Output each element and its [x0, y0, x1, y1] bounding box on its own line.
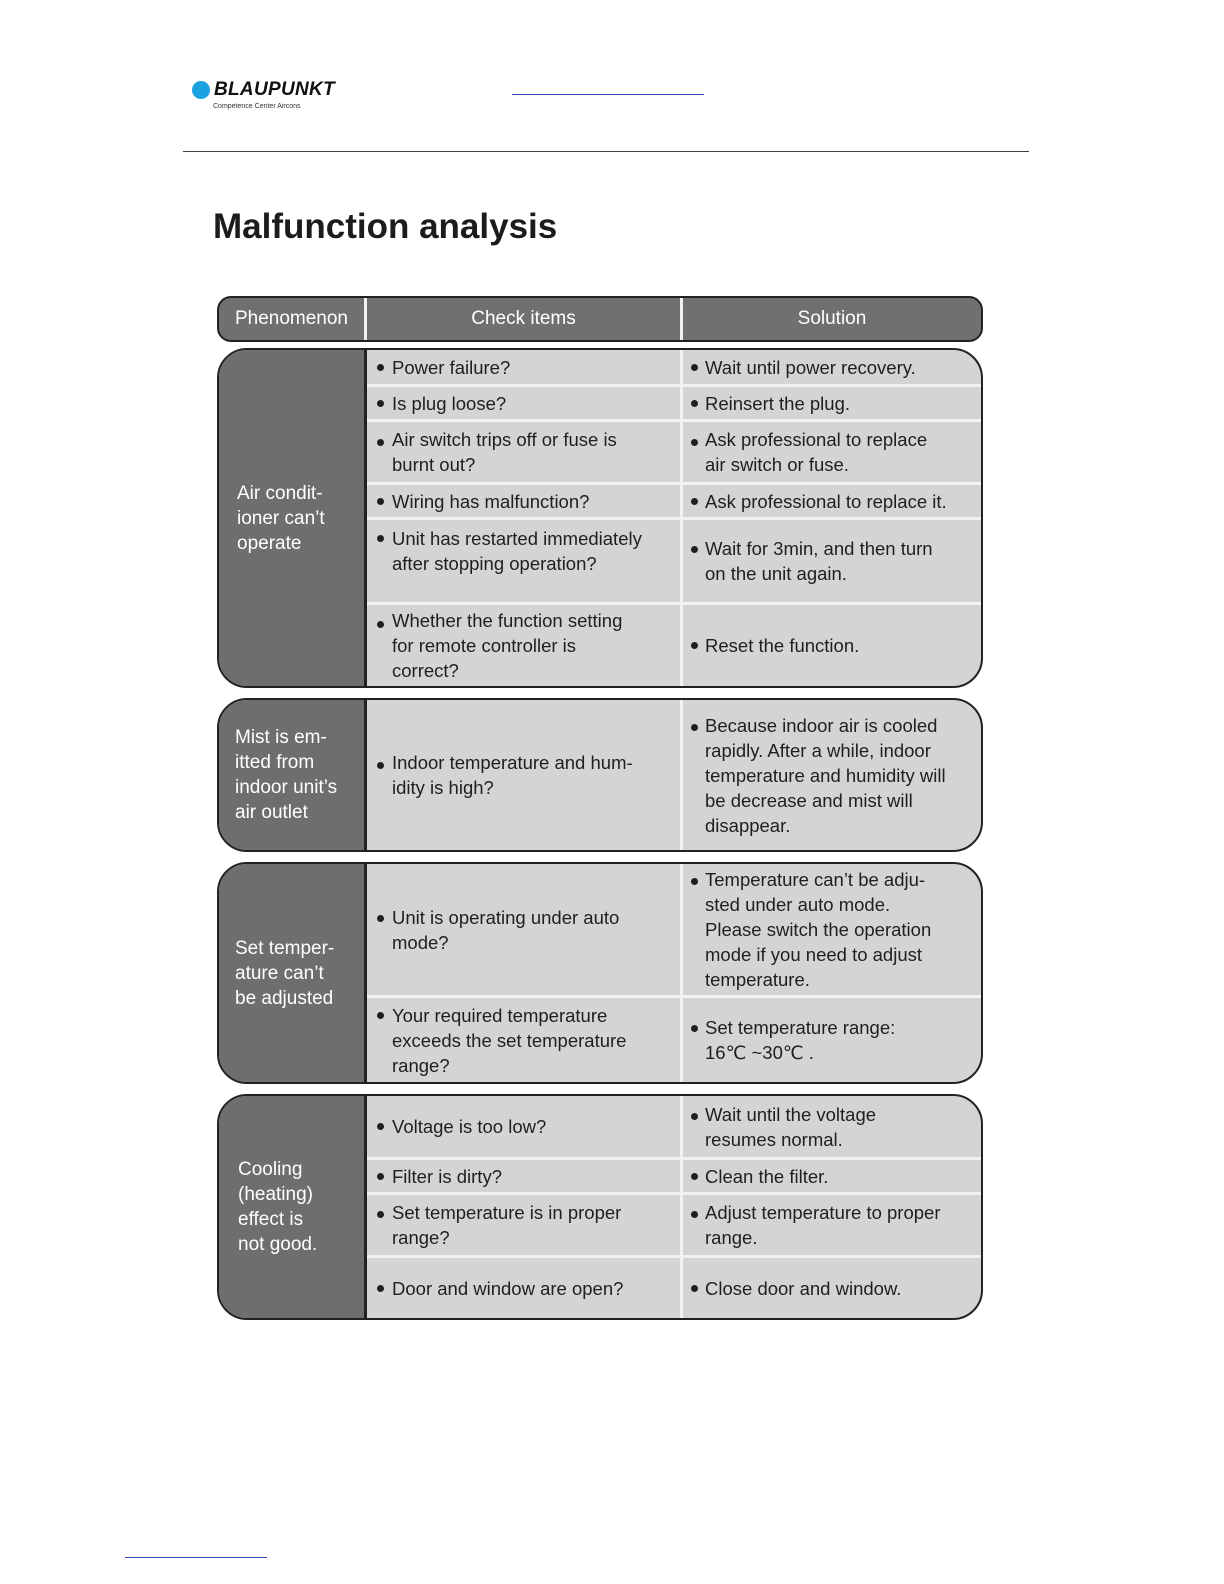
brand-subtitle: Competence Center Aircons: [213, 103, 301, 110]
table-row: [367, 605, 981, 686]
bullet-icon: [377, 400, 384, 407]
check-item-text: Unit has restarted immediately after stopping operation?: [392, 528, 642, 574]
solution-text: Clean the filter.: [705, 1165, 829, 1187]
phenomenon-cell: [219, 1096, 367, 1318]
table-row: [367, 1096, 981, 1160]
solution-text: Reset the function.: [705, 635, 860, 656]
bullet-icon: [377, 1285, 384, 1292]
solution-cell: [683, 422, 981, 482]
solution-cell: [683, 485, 981, 517]
bullet-icon: [691, 546, 698, 553]
bullet-icon: [377, 1173, 384, 1180]
bullet-icon: [691, 1211, 698, 1218]
bullet-icon: [377, 535, 384, 542]
solution-text: Ask professional to replace it.: [705, 490, 947, 512]
bullet-icon: [377, 915, 384, 922]
table-row: [367, 1258, 981, 1318]
table-row: [367, 422, 981, 485]
bullet-icon: [377, 621, 384, 628]
malfunction-group-mist-emitted: [217, 698, 983, 852]
table-row: [367, 485, 981, 520]
table-row: [367, 387, 981, 422]
check-item-cell: [367, 520, 683, 602]
solution-cell: [683, 700, 981, 850]
check-item-cell: [367, 1258, 683, 1318]
solution-cell: [683, 350, 981, 384]
page-title: Malfunction analysis: [213, 207, 558, 246]
bullet-icon: [691, 439, 698, 446]
solution-text: Adjust temperature to proper range.: [705, 1202, 941, 1248]
solution-cell: [683, 387, 981, 419]
phenomenon-cell: [219, 350, 367, 686]
check-item-cell: [367, 422, 683, 482]
bullet-icon: [691, 364, 698, 371]
table-row: [367, 864, 981, 998]
table-row: [367, 998, 981, 1082]
solution-cell: [683, 864, 981, 995]
table-row: [367, 700, 981, 850]
bullet-icon: [691, 1173, 698, 1180]
solution-text: Reinsert the plug.: [705, 392, 851, 414]
check-item-text: Whether the function setting for remote controller is correct?: [392, 610, 623, 681]
footer-link-underline[interactable]: [125, 1557, 267, 1558]
bullet-icon: [691, 400, 698, 407]
solution-text: Wait until the voltage resumes normal.: [705, 1103, 877, 1150]
bullet-icon: [691, 878, 698, 885]
check-item-cell: [367, 485, 683, 517]
solution-text: Set temperature range: 16℃ ~30℃ .: [705, 1017, 896, 1063]
bullet-icon: [691, 724, 698, 731]
check-item-cell: [367, 1195, 683, 1255]
bullet-icon: [377, 498, 384, 505]
bullet-icon: [691, 1113, 698, 1120]
solution-text: Close door and window.: [705, 1277, 902, 1299]
check-item-text: Filter is dirty?: [392, 1165, 502, 1187]
bullet-icon: [377, 364, 384, 371]
check-item-text: Air switch trips off or fuse is burnt out?: [392, 429, 617, 475]
phenomenon-text: Mist is em- itted from indoor unit’s air outlet: [235, 727, 338, 823]
solution-text: Because indoor air is cooled rapidly. After a while, indoor temperature and humidity will be decrease and mist will disappear.: [705, 714, 946, 836]
bullet-icon: [691, 1285, 698, 1292]
check-item-cell: [367, 350, 683, 384]
table-row: [367, 1160, 981, 1195]
solution-cell: [683, 605, 981, 686]
column-header-check-items: Check items: [367, 298, 683, 340]
check-item-cell: [367, 998, 683, 1082]
check-item-text: Indoor temperature and hum- idity is high?: [392, 752, 633, 798]
check-item-cell: [367, 1096, 683, 1157]
phenomenon-text: Cooling (heating) effect is not good.: [238, 1159, 318, 1255]
phenomenon-cell: [219, 864, 367, 1082]
bullet-icon: [377, 439, 384, 446]
header-divider: [183, 151, 1029, 152]
phenomenon-cell: [219, 700, 367, 850]
check-item-cell: [367, 387, 683, 419]
bullet-icon: [377, 1123, 384, 1130]
check-item-text: Unit is operating under auto mode?: [392, 907, 620, 953]
check-item-cell: [367, 1160, 683, 1192]
table-row: [367, 1195, 981, 1258]
bullet-icon: [377, 1012, 384, 1019]
table-header: [217, 296, 983, 342]
check-item-text: Door and window are open?: [392, 1277, 624, 1299]
table-row: [367, 350, 981, 387]
bullet-icon: [377, 762, 384, 769]
check-item-text: Set temperature is in proper range?: [392, 1202, 622, 1248]
phenomenon-text: Set temper- ature can’t be adjusted: [235, 937, 335, 1009]
check-item-text: Wiring has malfunction?: [392, 490, 590, 512]
solution-text: Temperature can’t be adju- sted under auto mode. Please switch the operation mode if you need to adjust temperature.: [705, 869, 932, 990]
bullet-icon: [377, 1211, 384, 1218]
brand-name: BLAUPUNKT: [214, 79, 335, 100]
brand-dot-icon: [192, 81, 210, 99]
malfunction-group-cannot-operate: [217, 348, 983, 688]
check-item-text: Your required temperature exceeds the set temperature range?: [392, 1004, 627, 1076]
malfunction-group-poor-cooling: [217, 1094, 983, 1320]
column-header-phenomenon: Phenomenon: [219, 298, 367, 340]
malfunction-group-temperature-not-adjustable: [217, 862, 983, 1084]
bullet-icon: [691, 1025, 698, 1032]
solution-text: Ask professional to replace air switch or fuse.: [705, 429, 928, 475]
check-item-text: Voltage is too low?: [392, 1116, 547, 1137]
table-row: [367, 520, 981, 605]
solution-cell: [683, 1258, 981, 1318]
solution-cell: [683, 998, 981, 1082]
solution-cell: [683, 1096, 981, 1157]
column-header-solution: Solution: [797, 308, 867, 329]
phenomenon-text: Air condit- ioner can’t operate: [237, 482, 325, 554]
check-item-text: Power failure?: [392, 356, 511, 378]
solution-cell: [683, 520, 981, 602]
solution-text: Wait for 3min, and then turn on the unit again.: [705, 538, 933, 584]
check-item-cell: [367, 864, 683, 995]
bullet-icon: [691, 642, 698, 649]
solution-cell: [683, 1195, 981, 1255]
solution-cell: [683, 1160, 981, 1192]
check-item-text: Is plug loose?: [392, 392, 507, 414]
check-item-cell: [367, 605, 683, 686]
header-link-underline[interactable]: [512, 94, 704, 95]
check-item-cell: [367, 700, 683, 850]
bullet-icon: [691, 498, 698, 505]
solution-text: Wait until power recovery.: [705, 356, 916, 378]
